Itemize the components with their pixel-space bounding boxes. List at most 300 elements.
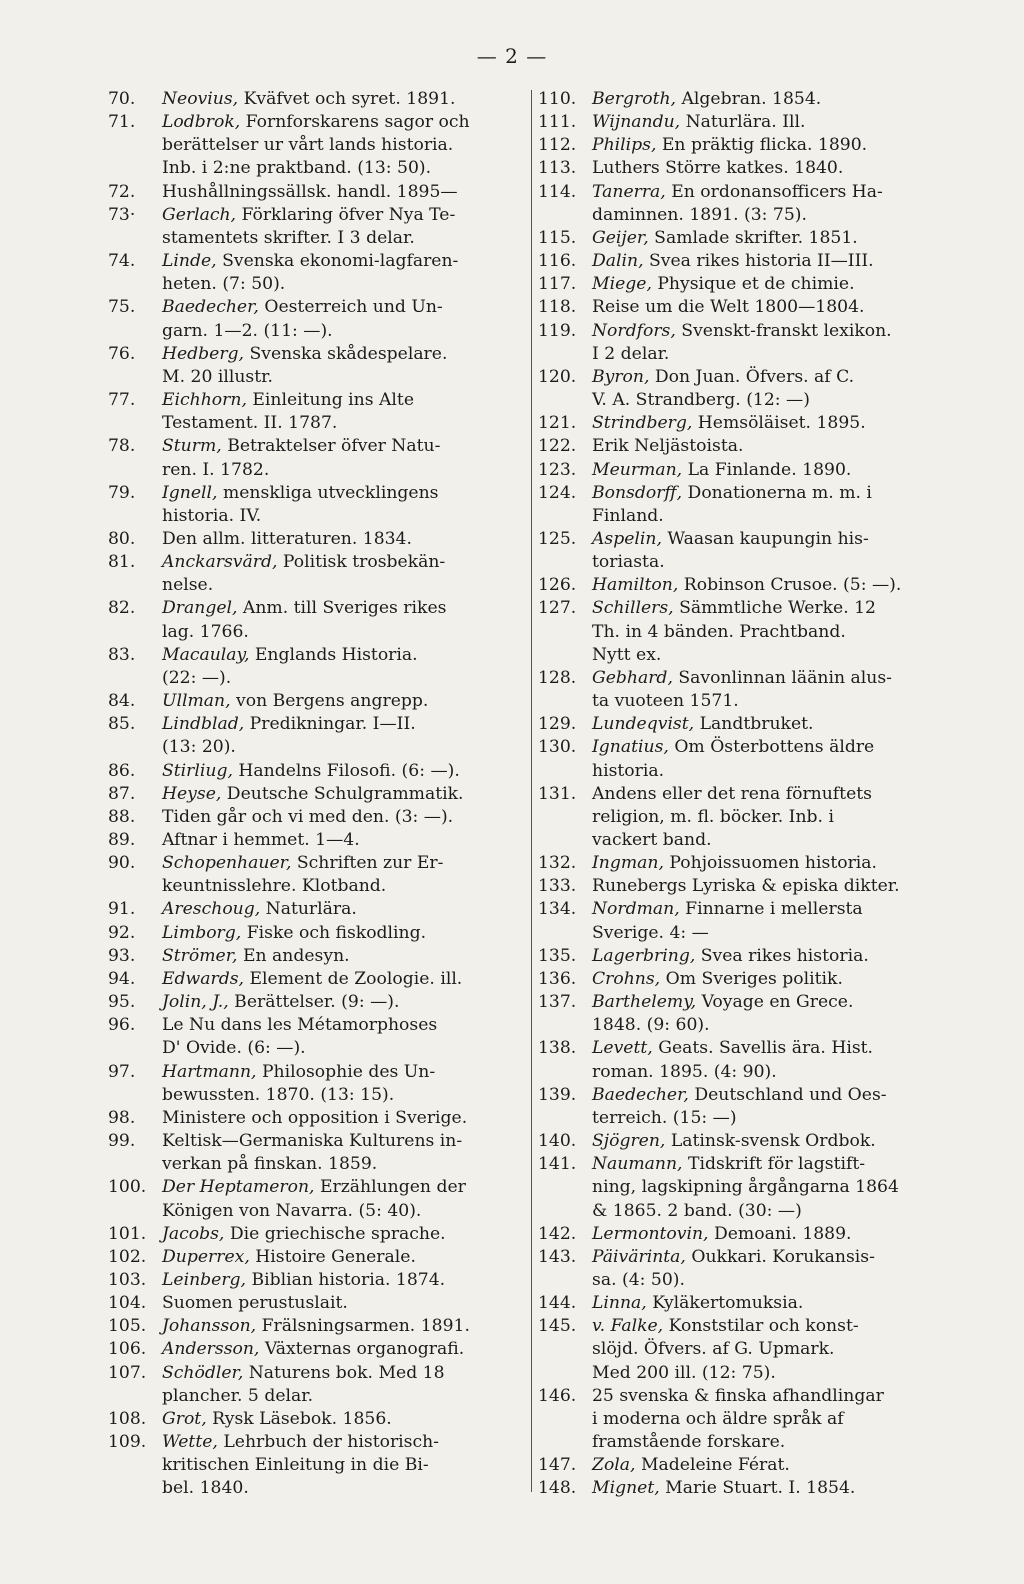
entry-number: 105. [108,1316,147,1337]
entry-text [592,459,960,482]
entry-line-text: Svea rikes historia II—III. [643,251,874,272]
entry-line [592,644,960,667]
entry-author: Johansson, [162,1316,257,1337]
entry-line [162,273,528,296]
entry-line-text: stamentets skrifter. I 3 delar. [162,227,415,248]
entry-text [592,1292,960,1315]
entry-number: 84. [108,691,136,712]
entry-line-text: Om Sveriges politik. [660,968,843,989]
entry-number: 106. [108,1339,147,1360]
entry-line [162,1014,528,1037]
entry-number: 120. [538,366,577,387]
entry-line [592,204,960,227]
entry-line [162,1338,528,1361]
catalog-entry [108,250,528,296]
entry-line [162,88,528,111]
catalog-entry [108,1014,528,1060]
catalog-entry [108,296,528,342]
entry-number: 139. [538,1084,577,1105]
entry-number: 122. [538,436,577,457]
entry-number: 100. [108,1177,147,1198]
entry-author: Dalin, [592,251,644,272]
catalog-entry [108,551,528,597]
entry-line [162,644,528,667]
entry-author: Areschoug, [162,899,261,920]
entry-text [592,1454,960,1477]
entry-line-text: kritischen Einleitung in die Bi- [162,1455,429,1476]
entry-number: 75. [108,297,136,318]
catalog-entry [108,1315,528,1338]
entry-line [592,1130,960,1153]
entry-text [162,922,528,945]
catalog-entry [538,852,960,875]
entry-author: Schödler, [162,1362,244,1383]
entry-line-text: Växternas organografi. [259,1339,465,1360]
entry-line [162,690,528,713]
entry-text [162,1176,528,1222]
entry-number: 98. [108,1107,136,1128]
entry-line [592,88,960,111]
entry-line-text: Einleitung ins Alte [246,390,414,411]
entry-number: 112. [538,135,577,156]
entry-author: Duperrex, [162,1246,250,1267]
entry-line [592,875,960,898]
entry-line [162,389,528,412]
entry-line-text: nelse. [162,575,214,596]
entry-line [592,1246,960,1269]
entry-number: 87. [108,783,136,804]
entry-author: Ignatius, [592,737,669,758]
entry-line-text: Don Juan. Öfvers. af C. [649,366,855,387]
entry-text [162,1130,528,1176]
entry-line-text: En andesyn. [237,945,350,966]
entry-line-text: plancher. 5 delar. [162,1385,314,1406]
entry-line [592,991,960,1014]
entry-line [162,1037,528,1060]
entry-line [592,1061,960,1084]
entry-text [162,1338,528,1361]
entry-line [162,968,528,991]
catalog-entry [538,157,960,180]
entry-line [592,1454,960,1477]
entry-line [592,1385,960,1408]
entry-text [592,528,960,574]
catalog-entry [538,273,960,296]
entry-line-text: Lehrbuch der historisch- [217,1432,439,1453]
entry-text [592,783,960,852]
entry-line [162,1223,528,1246]
entry-author: Aspelin, [592,528,662,549]
entry-text [592,1385,960,1454]
entry-text [592,945,960,968]
entry-line [162,134,528,157]
entry-line [592,366,960,389]
entry-text [592,366,960,412]
entry-number: 72. [108,181,136,202]
entry-number: 146. [538,1385,577,1406]
entry-number: 137. [538,992,577,1013]
right-column [538,88,960,1501]
entry-line [162,227,528,250]
entry-line-text: La Finlande. 1890. [682,459,852,480]
entry-author: Lundeqvist, [592,714,695,735]
catalog-entry [538,528,960,574]
catalog-entry [538,945,960,968]
entry-author: Päivärinta, [592,1246,686,1267]
entry-number: 144. [538,1293,577,1314]
entry-line-text: Landtbruket. [694,714,814,735]
entry-number: 86. [108,760,136,781]
entry-text [162,760,528,783]
catalog-entry [538,1454,960,1477]
entry-author: Edwards, [162,968,245,989]
entry-line [162,459,528,482]
entry-line-text: I 2 delar. [592,343,670,364]
entry-number: 116. [538,251,577,272]
entry-text [162,1014,528,1060]
entry-text [592,597,960,666]
catalog-entry [108,1269,528,1292]
entry-text [162,343,528,389]
entry-line [162,1176,528,1199]
entry-author: Neovius, [162,89,239,109]
entry-text [592,412,960,435]
catalog-entry [538,435,960,458]
entry-line [592,134,960,157]
entry-text [592,898,960,944]
entry-line-text: Philosophie des Un- [256,1061,436,1082]
entry-line-text: roman. 1895. (4: 90). [592,1061,777,1082]
entry-line [162,1107,528,1130]
entry-line [162,1246,528,1269]
entry-author: Sjögren, [592,1131,666,1152]
entry-line-text: 1848. (9: 60). [592,1015,710,1036]
entry-number: 102. [108,1246,147,1267]
entry-line [162,991,528,1014]
entry-author: Bonsdorff, [592,482,683,503]
entry-line-text: Madeleine Férat. [635,1455,790,1476]
entry-number: 101. [108,1223,147,1244]
entry-line-text: En ordonansofficers Ha- [665,181,883,202]
entry-line-text: Förklaring öfver Nya Te- [236,204,456,225]
catalog-entry [108,482,528,528]
catalog-entry [108,597,528,643]
entry-number: 143. [538,1246,577,1267]
entry-line-text: keuntnisslehre. Klotband. [162,876,387,897]
entry-number: 88. [108,806,136,827]
entry-line-text: Pohjoissuomen historia. [663,853,878,874]
entry-line [592,482,960,505]
catalog-entry [108,852,528,898]
entry-line [592,1408,960,1431]
catalog-entry [538,482,960,528]
entry-author: Sturm, [162,436,222,457]
entry-text [162,111,528,180]
entry-line [162,320,528,343]
entry-text [592,1477,960,1500]
entry-line [162,412,528,435]
entry-text [592,1084,960,1130]
entry-text [592,713,960,736]
entry-author: Ignell, [162,482,218,503]
catalog-entry [538,783,960,852]
entry-line [162,898,528,921]
entry-text [162,690,528,713]
entry-line-text: Fiske och fiskodling. [241,922,427,943]
entry-number: 123. [538,459,577,480]
entry-number: 79. [108,482,136,503]
entry-line [162,111,528,134]
entry-number: 111. [538,112,577,133]
entry-text [162,1408,528,1431]
entry-line-text: Konststilar och konst- [663,1316,859,1337]
entry-line [162,157,528,180]
entry-text [162,898,528,921]
entry-author: Tanerra, [592,181,666,202]
entry-line-text: M. 20 illustr. [162,366,273,387]
entry-line-text: Donationerna m. m. i [682,482,872,503]
entry-number: 94. [108,968,136,989]
entry-text [162,551,528,597]
entry-number: 124. [538,482,577,503]
entry-line-text: Le Nu dans les Métamorphoses [162,1015,438,1036]
entry-line [162,1269,528,1292]
entry-line [592,922,960,945]
entry-line [592,181,960,204]
entry-text [162,482,528,528]
catalog-entry [108,945,528,968]
entry-number: 74. [108,251,136,272]
entry-line [162,597,528,620]
entry-author: Grot, [162,1408,207,1429]
catalog-entry [538,667,960,713]
entry-line-text: Svenska ekonomi-lagfaren- [216,251,459,272]
catalog-entry [538,574,960,597]
entry-line [162,829,528,852]
entry-line [592,296,960,319]
entry-author: Strindberg, [592,413,693,434]
entry-author: Zola, [592,1455,636,1476]
entry-number: 115. [538,227,577,248]
entry-text [592,1153,960,1222]
entry-text [162,88,528,111]
entry-text [592,1037,960,1083]
entry-line-text: religion, m. fl. böcker. Inb. i [592,806,834,827]
catalog-entry [108,760,528,783]
entry-line [592,1153,960,1176]
entry-line [592,736,960,759]
entry-author: Ingman, [592,853,664,874]
entry-line-text: Sämmtliche Werke. 12 [673,598,876,619]
entry-text [592,1246,960,1292]
catalog-entry [108,1107,528,1130]
entry-number: 142. [538,1223,577,1244]
entry-line-text: Schriften zur Er- [291,853,444,874]
catalog-entry [538,250,960,273]
entry-author: Nordman, [592,899,680,920]
entry-line-text: Samlade skrifter. 1851. [648,227,858,248]
entry-author: Gebhard, [592,667,673,688]
catalog-entry [538,597,960,666]
entry-line-text: En präktig flicka. 1890. [656,135,868,156]
entry-line [592,713,960,736]
entry-text [592,1315,960,1384]
entry-text [592,227,960,250]
entry-line-text: Naturlära. [260,899,357,920]
entry-line-text: Finnarne i mellersta [679,899,863,920]
entry-line-text: Rysk Läsebok. 1856. [206,1408,392,1429]
entry-number: 77. [108,390,136,411]
entry-author: Jolin, J., [162,992,229,1013]
entry-line-text: Geats. Savellis ära. Hist. [652,1038,874,1059]
catalog-entry [108,528,528,551]
entry-text [162,644,528,690]
entry-text [592,250,960,273]
entry-text [592,181,960,227]
entry-line-text: Suomen perustuslait. [162,1293,348,1314]
entry-line-text: Latinsk-svensk Ordbok. [665,1131,876,1152]
entry-number: 117. [538,274,577,295]
entry-author: Naumann, [592,1154,683,1175]
entry-text [162,181,528,204]
entry-line-text: toriasta. [592,552,665,573]
entry-number: 103. [108,1269,147,1290]
entry-line [592,459,960,482]
entry-line [162,667,528,690]
entry-text [592,667,960,713]
entry-line-text: ren. I. 1782. [162,459,270,480]
entry-text [592,296,960,319]
entry-line [162,1385,528,1408]
page-number: — 2 — [476,44,548,68]
entry-text [162,389,528,435]
catalog-entry [538,1477,960,1500]
entry-text [592,574,960,597]
entry-line [162,760,528,783]
entry-line [592,389,960,412]
entry-line [162,482,528,505]
entry-line [162,922,528,945]
catalog-entry [108,1431,528,1500]
entry-line [162,1408,528,1431]
entry-line-text: D' Ovide. (6: —). [162,1038,306,1059]
catalog-entry [108,991,528,1014]
entry-author: Miege, [592,274,652,295]
entry-number: 132. [538,853,577,874]
catalog-entry [108,713,528,759]
entry-line [592,621,960,644]
catalog-entry [538,713,960,736]
entry-line [162,366,528,389]
catalog-entry [108,806,528,829]
entry-line-text: Marie Stuart. I. 1854. [659,1478,856,1499]
catalog-entry [108,1061,528,1107]
entry-line [592,1084,960,1107]
entry-line-text: berättelser ur vårt lands historia. [162,135,454,156]
entry-line-text: von Bergens angrepp. [230,691,429,712]
entry-text [162,1061,528,1107]
entry-line-text: ning, lagskipning årgångarna 1864 [592,1177,899,1198]
entry-text [592,482,960,528]
entry-line [592,1292,960,1315]
entry-text [162,1269,528,1292]
entry-number: 134. [538,899,577,920]
entry-line [592,528,960,551]
entry-author: Linna, [592,1293,647,1314]
entry-number: 81. [108,552,136,573]
entry-author: Anckarsvärd, [162,552,278,573]
entry-line [592,505,960,528]
entry-text [162,713,528,759]
entry-line [162,1153,528,1176]
entry-line [162,713,528,736]
entry-author: Baedecher, [592,1084,689,1105]
entry-line-text: & 1865. 2 band. (30: —) [592,1200,802,1221]
entry-author: Gerlach, [162,204,237,225]
entry-line-text: Th. in 4 bänden. Prachtband. [592,621,846,642]
entry-author: Jacobs, [162,1223,225,1244]
catalog-entry [108,1408,528,1431]
entry-author: Stirliug, [162,760,233,781]
entry-line [592,968,960,991]
entry-number: 127. [538,598,577,619]
entry-author: Lermontovin, [592,1223,709,1244]
entry-line-text: vackert band. [592,830,712,850]
entry-line [592,412,960,435]
entry-line-text: Tiden går och vi med den. (3: —). [162,806,454,827]
entry-line [162,1061,528,1084]
entry-author: Hartmann, [162,1061,257,1082]
catalog-entry [538,296,960,319]
entry-number: 83. [108,644,136,665]
entry-author: Nordfors, [592,320,676,341]
entry-number: 73· [108,204,136,225]
entry-line-text: framstående forskare. [592,1432,786,1453]
entry-line [162,574,528,597]
entry-text [162,435,528,481]
catalog-entry [108,1246,528,1269]
entry-line-text: Svenskt-franskt lexikon. [675,320,892,341]
entry-line-text: garn. 1—2. (11: —). [162,320,333,341]
entry-line-text: Naturens bok. Med 18 [243,1362,445,1383]
entry-text [592,111,960,134]
entry-author: Barthelemy, [592,992,697,1013]
entry-line [592,227,960,250]
entry-number: 70. [108,89,136,109]
catalog-entry [538,181,960,227]
entry-line [162,528,528,551]
entry-line-text: Andens eller det rena förnuftets [592,783,872,804]
entry-text [162,945,528,968]
entry-line-text: Deutsche Schulgrammatik. [221,783,464,804]
entry-text [592,320,960,366]
entry-number: 119. [538,320,577,341]
entry-text [162,1315,528,1338]
entry-text [592,1223,960,1246]
catalog-entry [538,875,960,898]
entry-line-text: Handelns Filosofi. (6: —). [232,760,460,781]
entry-line-text: Englands Historia. [249,644,418,665]
entry-line [592,343,960,366]
entry-author: Schopenhauer, [162,853,292,874]
entry-line [592,690,960,713]
entry-line [592,783,960,806]
entry-line [162,296,528,319]
entry-line-text: heten. (7: 50). [162,274,286,295]
entry-line-text: Inb. i 2:ne praktband. (13: 50). [162,158,432,179]
entry-number: 80. [108,528,136,549]
entry-number: 97. [108,1061,136,1082]
